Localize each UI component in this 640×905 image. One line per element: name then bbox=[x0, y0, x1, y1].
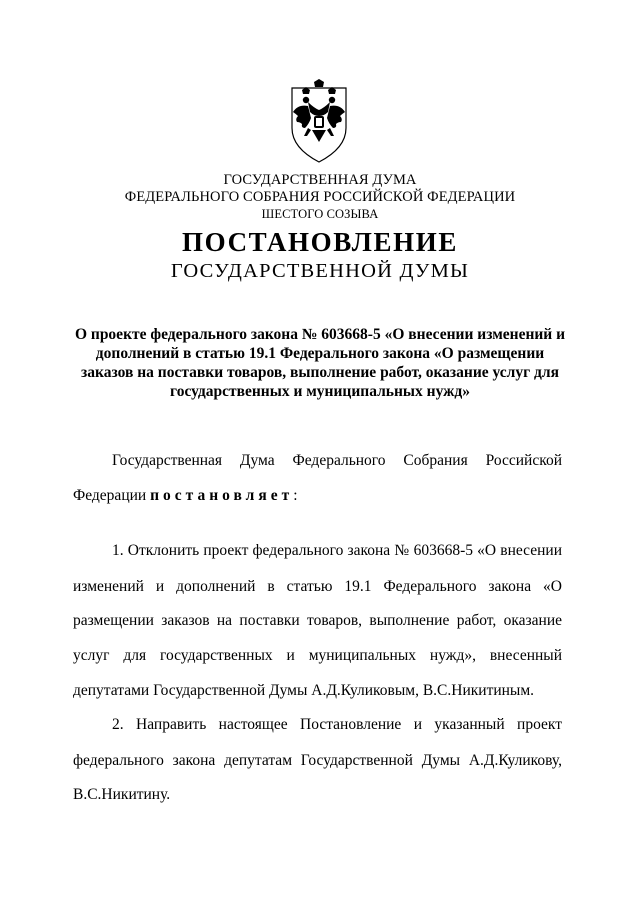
item-2-line: В.С.Никитину. bbox=[73, 786, 171, 803]
header-line-2: ФЕДЕРАЛЬНОГО СОБРАНИЯ РОССИЙСКОЙ ФЕДЕРАЦИИ bbox=[124, 189, 516, 205]
subject-line: О проекте федерального закона № 603668-5 «О внесении изменений и bbox=[74, 326, 566, 343]
preamble-line: Государственная Дума Федерального Собрания Российской bbox=[112, 452, 562, 469]
item-1-line: размещении заказов на поставки товаров, выполнение работ, оказание bbox=[73, 612, 562, 629]
item-2-line: федерального закона депутатам Государственной Думы А.Д.Куликову, bbox=[73, 752, 562, 769]
item-1-line: изменений и дополнений в статью 19.1 Федерального закона «О bbox=[73, 578, 562, 595]
header-line-1: ГОСУДАРСТВЕННАЯ ДУМА bbox=[223, 172, 417, 188]
header-line-3: ШЕСТОГО СОЗЫВА bbox=[261, 207, 379, 221]
item-1-line: 1. Отклонить проект федерального закона № 603668-5 «О внесении bbox=[112, 542, 562, 559]
document-title: ПОСТАНОВЛЕНИЕ bbox=[182, 227, 458, 257]
item-2-line: 2. Направить настоящее Постановление и указанный проект bbox=[112, 716, 562, 733]
double-headed-eagle-icon bbox=[278, 78, 360, 164]
document-subtitle: ГОСУДАРСТВЕННОЙ ДУМЫ bbox=[170, 260, 470, 282]
preamble-line-2: Федерации постановляет: bbox=[73, 487, 298, 504]
decree-verb: постановляет bbox=[150, 487, 294, 504]
item-1-line: депутатами Государственной Думы А.Д.Куликовым, В.С.Никитиным. bbox=[73, 682, 535, 699]
item-1-line: услуг для государственных и муниципальных нужд», внесенный bbox=[73, 647, 562, 664]
subject-line: дополнений в статью 19.1 Федерального закона «О размещении bbox=[95, 345, 545, 362]
subject-line: государственных и муниципальных нужд» bbox=[170, 383, 470, 400]
subject-line: заказов на поставки товаров, выполнение работ, оказание услуг для bbox=[81, 364, 559, 381]
